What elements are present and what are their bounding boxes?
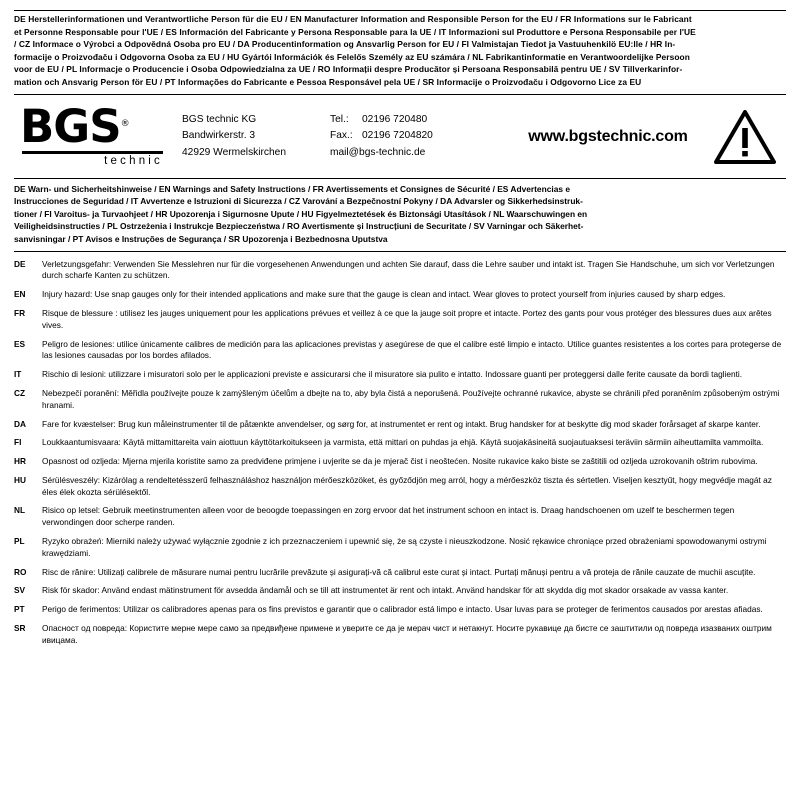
language-code: SR	[14, 622, 26, 633]
company-street: Bandwirkerstr. 3	[182, 130, 256, 142]
table-row	[14, 585, 786, 604]
language-code: HU	[14, 474, 26, 485]
instructions-table	[14, 259, 786, 654]
language-code: RO	[14, 566, 27, 577]
table-row	[14, 567, 786, 586]
phone-value: 02196 720480	[362, 113, 428, 125]
heading-line: formacije o Proizvođaču i Odgovorna Osoba za EU / HU Gyártói Információk és Felelős Személy az EU számára / NL Fabrikantinformatie en Verantwoordelijke Persoon	[14, 51, 690, 62]
fax-label: Fax.:	[330, 130, 353, 142]
table-row	[14, 339, 786, 370]
instruction-text: Опасност од повреда: Користите мерне мере само за предвиђене примене и уверите се да је мерач чист и нетакнут. Носите рукавице да бисте се заштитили од повреда изазваних оштрим ивицама.	[42, 622, 772, 645]
fax-row	[330, 128, 508, 145]
table-row	[14, 308, 786, 339]
language-code: NL	[14, 505, 26, 516]
instruction-text: Risk för skador: Använd endast mätinstrument för avsedda ändamål och se till att instrumentet är rent och intakt. Använd handskar för att skydda dig mot skador orsakade av vassa kanter.	[42, 585, 729, 596]
instruction-text: Risque de blessure : utilisez les jauges uniquement pour les applications prévues et veillez à ce que la jauge soit propre et intacte. Portez des gants pour vous protéger des blessures dues aux arêtes vives.	[42, 308, 772, 330]
title-line: DE Warn- und Sicherheitshinweise / EN Warnings and Safety Instructions / FR Avertissements et Consignes de Sécurité / ES Advertencias e	[14, 183, 570, 194]
company-name: BGS technic KG	[182, 113, 257, 125]
email-row[interactable]	[330, 145, 508, 162]
company-city: 42929 Wermelskirchen	[182, 146, 286, 158]
instruction-text: Ryzyko obrażeń: Mierniki należy używać wyłącznie zgodnie z ich przeznaczeniem i upewnić się, że są czyste i nieuszkodzone. Nosić rękawice chroniące przed obrażeniami spowodowanymi ostrymi krawędziami.	[42, 535, 767, 558]
phone-row	[330, 112, 508, 129]
instruction-text: Risc de rănire: Utilizați calibrele de măsurare numai pentru lucrările prevăzute și asigurați-vă că calibrul este curat și intact. Purtați mănuși pentru a vă proteja de rănile cauzate de muchii ascuțite.	[42, 566, 756, 577]
instruction-text: Risico op letsel: Gebruik meetinstrumenten alleen voor de beoogde toepassingen en zorg ervoor dat het instrument schoon en intact is. Draag handschoenen om uzelf te beschermen tegen verwondingen door scherpe randen.	[42, 505, 735, 528]
registered-trademark-icon: ®	[120, 119, 129, 130]
table-row	[14, 369, 786, 388]
language-code: DA	[14, 418, 26, 429]
instruction-text: Injury hazard: Use snap gauges only for their intended applications and make sure that the gauge is clean and intact. Wear gloves to protect yourself from injuries caused by sharp edges.	[42, 289, 726, 300]
safety-instructions-heading	[14, 179, 786, 251]
title-line: sanvisningar / PT Avisos e Instruções de Segurança / SR Upozorenja i Bezbednosna Uputstva	[14, 234, 388, 245]
logo-wordmark: BGS®	[20, 100, 129, 154]
instruction-text: Rischio di lesioni: utilizzare i misuratori solo per le applicazioni previste e assicurarsi che il misuratore sia pulito e intatto. Indossare guanti per proteggersi dalle ferite causate da bordi taglienti.	[42, 369, 743, 380]
language-code: DE	[14, 258, 26, 269]
heading-line: DE Herstellerinformationen und Verantwortliche Person für die EU / EN Manufacturer Information and Responsible Person for the EU / FR Informations sur le Fabricant	[14, 14, 692, 24]
language-code: ES	[14, 338, 26, 349]
language-code: SV	[14, 585, 26, 596]
phone-label: Tel.:	[330, 113, 349, 125]
email-prefix: mail@	[330, 146, 360, 158]
heading-line: mation och Ansvarig Person för EU / PT Informações do Fabricante e Pessoa Responsável pela UE / SR Informacije o Proizvođaču i Odgovorno Lice za EU	[14, 77, 642, 88]
language-code: HR	[14, 456, 26, 467]
manufacturer-info-heading	[14, 11, 786, 94]
table-row	[14, 388, 786, 419]
table-row	[14, 505, 786, 536]
table-row	[14, 437, 786, 456]
table-row	[14, 536, 786, 567]
title-line: tioner / FI Varoitus- ja Turvaohjeet / HR Upozorenja i Sigurnosne Upute / HU Figyelmeztetések és Biztonsági Utasítások / NL Waarschuwingen en	[14, 208, 588, 219]
heading-line: et Personne Responsable pour l'UE / ES Información del Fabricante y Persona Responsable para la UE / IT Informazioni sul Produttore e Persona Responsabile per l'UE	[14, 26, 696, 37]
company-address	[182, 112, 330, 162]
instruction-text: Verletzungsgefahr: Verwenden Sie Messlehren nur für die vorgesehenen Anwendungen und achten Sie darauf, dass die Lehre sauber und intakt ist. Tragen Sie Handschuhe, um sich vor Verletzungen durch scharfe Kanten zu schützen.	[42, 258, 775, 281]
instruction-text: Perigo de ferimentos: Utilizar os calibradores apenas para os fins previstos e garantir que o calibrador está limpo e intacto. Usar luvas para se proteger de ferimentos causados por arestas afiadas.	[42, 604, 763, 615]
language-code: IT	[14, 369, 22, 380]
table-row	[14, 419, 786, 438]
logo-subtext: technic	[104, 155, 163, 168]
warning-triangle-icon	[708, 110, 786, 164]
instruction-text: Sérülésveszély: Kizárólag a rendeltetésszerű felhasználáshoz használjon mérőeszközöket, és győződjön meg arról, hogy a mérőeszköz tiszta és sértetlen. Viseljen kesztyűt, hogy megvédje magát az éles élek okozta sérülésektől.	[42, 474, 772, 497]
instruction-text: Peligro de lesiones: utilice únicamente calibres de medición para las aplicaciones previstas y asegúrese de que el calibre esté limpio e intacto. Utilice guantes resistentes a los cortes para protegerse de las lesiones causadas por los bordes afilados.	[42, 338, 782, 361]
language-code: EN	[14, 289, 26, 300]
language-code: FI	[14, 437, 22, 448]
brand-logo	[14, 100, 182, 169]
instruction-text: Nebezpečí poranění: Měřidla používejte pouze k zamýšleným účelům a dbejte na to, aby byla čistá a neporušená. Používejte ochranné rukavice, abyste se chránili před poraněním způsobeným ostrými hranami.	[42, 387, 780, 410]
table-row	[14, 604, 786, 623]
instruction-text: Fare for kvæstelser: Brug kun måleinstrumenter til de påtænkte anvendelser, og sørg for, at instrumentet er rent og intakt. Brug handsker for at beskytte dig mod skader forårsaget af skarpe kanter.	[42, 418, 761, 429]
language-code: PT	[14, 604, 25, 615]
table-row	[14, 289, 786, 308]
language-code: FR	[14, 308, 26, 319]
website-link[interactable]: www.bgstechnic.com	[528, 127, 688, 145]
company-info-band	[14, 95, 786, 178]
heading-line: voor de EU / PL Informacje o Producencie i Osoba Odpowiedzialna za UE / RO Informații despre Producător și Persoana Responsabilă pentru UE / SV Tillverkarinfor-	[14, 64, 683, 75]
heading-line: / CZ Informace o Výrobci a Odpovědná Osoba pro EU / DA Producentinformation og Ansvarlig Person for EU / FI Valmistajan Tiedot ja Vastuuhenkilö EU:lle / HR In-	[14, 39, 676, 50]
email-domain: bgs-technic.de	[359, 146, 426, 158]
table-row	[14, 475, 786, 506]
title-line: Instrucciones de Seguridad / IT Avvertenze e Istruzioni di Sicurezza / CZ Varování a Bezpečnostní Pokyny / DA Advarsler og Sikkerhedsinstruk-	[14, 196, 583, 207]
instruction-text: Opasnost od ozljeda: Mjerna mjerila koristite samo za predviđene primjene i uvjerite se da je mjerač čist i neoštećen. Nosite rukavice kako biste se zaštitili od ozljeda uzrokovanih oštrim rubovima.	[42, 456, 758, 467]
language-code: CZ	[14, 387, 26, 398]
table-row	[14, 259, 786, 290]
table-row	[14, 456, 786, 475]
company-contact	[330, 112, 508, 162]
table-row	[14, 623, 786, 654]
titles-divider	[14, 251, 786, 252]
fax-value: 02196 7204820	[362, 130, 433, 142]
language-code: PL	[14, 535, 25, 546]
instruction-text: Loukkaantumisvaara: Käytä mittamittareita vain aiottuun käyttötarkoitukseen ja varmista, että mittari on puhdas ja ehjä. Käytä suojakäsineitä suojautuaksesi teräviin särmiin aiheuttamilta vammoilta.	[42, 437, 764, 448]
title-line: Veiligheidsinstructies / PL Ostrzeżenia i Instrukcje Bezpieczeństwa / RO Avertismente și Instrucțiuni de Securitate / SV Varningar och Säkerhet-	[14, 221, 584, 232]
